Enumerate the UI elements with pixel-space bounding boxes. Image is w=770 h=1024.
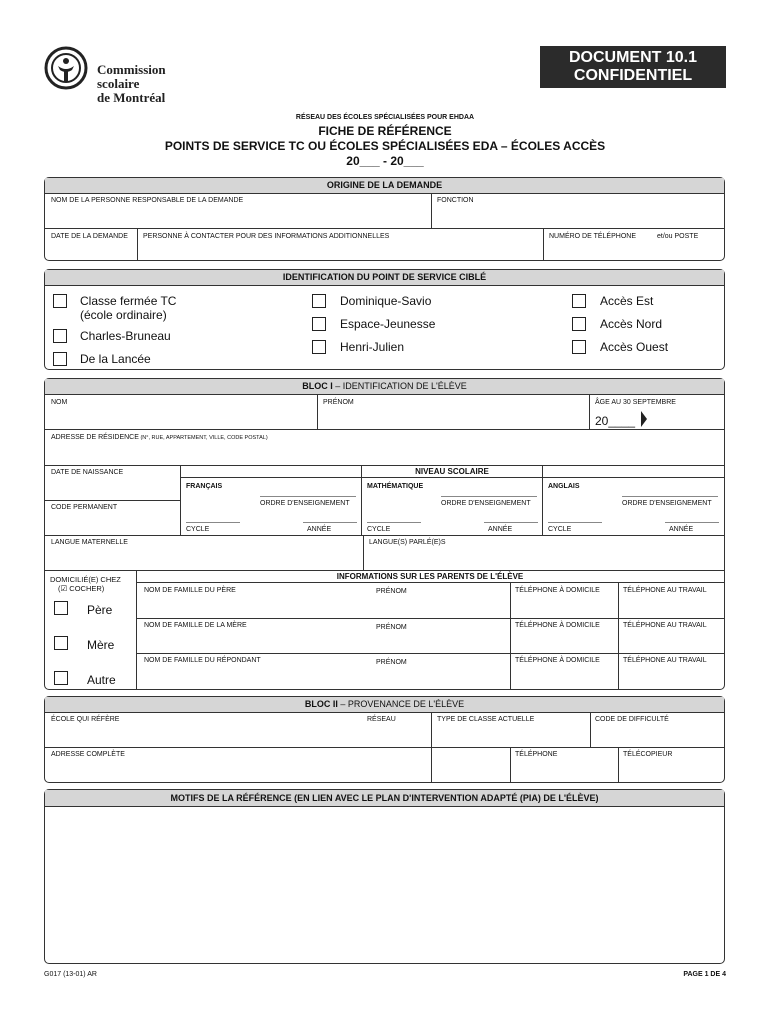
nom-mere-field[interactable]: NOM DE FAMILLE DE LA MÈRE — [144, 622, 247, 629]
bloc2-title-bold: BLOC II — [304, 699, 338, 709]
checkbox-de-la-lancee[interactable] — [53, 352, 67, 366]
checkbox-acces-ouest[interactable] — [572, 340, 586, 354]
tel-dom-repondant-field[interactable]: TÉLÉPHONE À DOMICILE — [515, 657, 600, 664]
contact-field[interactable]: PERSONNE À CONTACTER POUR DES INFORMATIONS ADDITIONNELLES — [143, 233, 390, 240]
option-classe-fermee: Classe fermée TC — [80, 294, 177, 308]
document-confidential: CONFIDENTIEL — [573, 67, 693, 84]
naissance-field[interactable]: DATE DE NAISSANCE — [51, 469, 124, 476]
bloc2-section — [44, 696, 725, 783]
bloc2-title: – PROVENANCE DE L'ÉLÈVE — [337, 699, 465, 709]
origine-section — [44, 177, 725, 261]
adresse-label: ADRESSE DE RÉSIDENCE — [51, 434, 139, 441]
fonction-field[interactable]: FONCTION — [437, 197, 474, 204]
checkbox-acces-est[interactable] — [572, 294, 586, 308]
age-field[interactable]: ÂGE AU 30 SEPTEMBRE — [595, 399, 676, 406]
checkbox-dominique-savio[interactable] — [312, 294, 326, 308]
option-autre: Autre — [87, 673, 116, 687]
francais-ordre[interactable]: ORDRE D'ENSEIGNEMENT — [260, 500, 350, 507]
checkbox-acces-nord[interactable] — [572, 317, 586, 331]
option-pere: Père — [87, 603, 113, 617]
francais-label: FRANÇAIS — [186, 483, 223, 490]
bloc1-title-bold: BLOC I — [302, 381, 333, 391]
document-badge — [540, 46, 726, 88]
motifs-section — [44, 789, 725, 964]
logo-emblem-icon — [44, 46, 88, 90]
bloc1-header — [45, 379, 724, 395]
langues-parlees-field[interactable]: LANGUE(S) PARLÉ(E)S — [369, 539, 446, 546]
logo — [44, 46, 88, 90]
math-ordre[interactable]: ORDRE D'ENSEIGNEMENT — [441, 500, 531, 507]
logo-line-3: de Montréal — [97, 90, 166, 105]
poste-field[interactable]: et/ou POSTE — [657, 233, 699, 240]
logo-name — [97, 63, 166, 105]
option-classe-fermee-note: (école ordinaire) — [80, 308, 167, 322]
date-demande-field[interactable]: DATE DE LA DEMANDE — [51, 233, 128, 240]
option-charles-bruneau: Charles-Bruneau — [80, 329, 171, 343]
option-acces-est: Accès Est — [600, 294, 654, 308]
bloc2-header — [45, 697, 724, 713]
adresse-field[interactable] — [51, 434, 268, 442]
option-de-la-lancee: De la Lancée — [80, 352, 151, 366]
tel-trav-repondant-field[interactable]: TÉLÉPHONE AU TRAVAIL — [623, 657, 707, 664]
anglais-label: ANGLAIS — [548, 483, 580, 490]
type-classe-field[interactable]: TYPE DE CLASSE ACTUELLE — [437, 716, 535, 723]
adresse-detail: (N°, RUE, APPARTEMENT, VILLE, CODE POSTAL) — [138, 435, 268, 441]
domicilie-label: DOMICILIÉ(E) CHEZ — [50, 575, 121, 584]
ecole-refere-field[interactable]: ÉCOLE QUI RÉFÈRE — [51, 716, 120, 723]
option-dominique-savio: Dominique-Savio — [340, 294, 432, 308]
age-arrow-icon — [641, 411, 647, 427]
motifs-textarea[interactable] — [45, 807, 724, 963]
niveau-scolaire-label: NIVEAU SCOLAIRE — [415, 467, 489, 476]
checkbox-espace-jeunesse[interactable] — [312, 317, 326, 331]
telecopieur-field[interactable]: TÉLÉCOPIEUR — [623, 751, 673, 758]
prenom-field[interactable]: PRÉNOM — [323, 399, 354, 406]
motifs-header: MOTIFS DE LA RÉFÉRENCE (EN LIEN AVEC LE PLAN D'INTERVENTION ADAPTÉ (PIA) DE L'ÉLÈVE) — [45, 790, 724, 807]
bloc1-title: – IDENTIFICATION DE L'ÉLÈVE — [332, 381, 467, 391]
parents-info-label: INFORMATIONS SUR LES PARENTS DE L'ÉLÈVE — [336, 572, 524, 581]
page-number: PAGE 1 DE 4 — [683, 971, 726, 978]
tel-trav-mere-field[interactable]: TÉLÉPHONE AU TRAVAIL — [623, 622, 707, 629]
form-code: G017 (13-01) AR — [44, 971, 97, 978]
domicilie-instruction: (☑ COCHER) — [58, 584, 105, 593]
network-title: RÉSEAU DES ÉCOLES SPÉCIALISÉES POUR EHDAA — [295, 114, 475, 121]
checkbox-mere[interactable] — [54, 636, 68, 650]
code-permanent-field[interactable]: CODE PERMANENT — [51, 504, 118, 511]
school-year: 20___ - 20___ — [346, 154, 424, 168]
anglais-ordre[interactable]: ORDRE D'ENSEIGNEMENT — [622, 500, 712, 507]
bloc1-section — [44, 378, 725, 690]
checkbox-classe-fermee[interactable] — [53, 294, 67, 308]
code-difficulte-field[interactable]: CODE DE DIFFICULTÉ — [595, 716, 669, 723]
form-subtitle: POINTS DE SERVICE TC OU ÉCOLES SPÉCIALISÉES EDA – ÉCOLES ACCÈS — [164, 139, 606, 153]
option-mere: Mère — [87, 638, 115, 652]
origine-header: ORIGINE DE LA DEMANDE — [45, 178, 724, 194]
point-service-header: IDENTIFICATION DU POINT DE SERVICE CIBLÉ — [45, 270, 724, 286]
telephone-field[interactable]: NUMÉRO DE TÉLÉPHONE — [549, 233, 636, 240]
option-acces-nord: Accès Nord — [600, 317, 663, 331]
francais-cycle[interactable]: CYCLE — [186, 526, 210, 533]
document-number: DOCUMENT 10.1 — [568, 49, 698, 66]
prenom-pere-field[interactable]: PRÉNOM — [376, 588, 407, 595]
anglais-cycle[interactable]: CYCLE — [548, 526, 572, 533]
math-label: MATHÉMATIQUE — [367, 483, 424, 490]
math-annee[interactable]: ANNÉE — [488, 526, 513, 533]
tel-trav-pere-field[interactable]: TÉLÉPHONE AU TRAVAIL — [623, 587, 707, 594]
checkbox-charles-bruneau[interactable] — [53, 329, 67, 343]
checkbox-pere[interactable] — [54, 601, 68, 615]
checkbox-autre[interactable] — [54, 671, 68, 685]
option-henri-julien: Henri-Julien — [340, 340, 405, 354]
point-service-section — [44, 269, 725, 370]
tel-dom-pere-field[interactable]: TÉLÉPHONE À DOMICILE — [515, 587, 600, 594]
form-title: FICHE DE RÉFÉRENCE — [318, 124, 452, 138]
nom-pere-field[interactable]: NOM DE FAMILLE DU PÈRE — [144, 587, 236, 594]
nom-field[interactable]: NOM — [51, 399, 68, 406]
logo-line-2: scolaire — [97, 76, 140, 91]
checkbox-henri-julien[interactable] — [312, 340, 326, 354]
math-cycle[interactable]: CYCLE — [367, 526, 391, 533]
responsable-field[interactable]: NOM DE LA PERSONNE RESPONSABLE DE LA DEMANDE — [51, 197, 244, 204]
francais-annee[interactable]: ANNÉE — [307, 526, 332, 533]
logo-line-1: Commission — [97, 62, 166, 77]
tel-dom-mere-field[interactable]: TÉLÉPHONE À DOMICILE — [515, 622, 600, 629]
nom-repondant-field[interactable]: NOM DE FAMILLE DU RÉPONDANT — [144, 657, 261, 664]
langue-maternelle-field[interactable]: LANGUE MATERNELLE — [51, 539, 128, 546]
age-value[interactable]: 20____ — [595, 414, 636, 428]
prenom-mere-field[interactable]: PRÉNOM — [376, 624, 407, 631]
anglais-annee[interactable]: ANNÉE — [669, 526, 694, 533]
option-espace-jeunesse: Espace-Jeunesse — [340, 317, 436, 331]
telephone-ecole-field[interactable]: TÉLÉPHONE — [515, 751, 558, 758]
reseau-field[interactable]: RÉSEAU — [367, 716, 396, 723]
prenom-repondant-field[interactable]: PRÉNOM — [376, 659, 407, 666]
adresse-complete-field[interactable]: ADRESSE COMPLÈTE — [51, 751, 125, 758]
option-acces-ouest: Accès Ouest — [600, 340, 669, 354]
